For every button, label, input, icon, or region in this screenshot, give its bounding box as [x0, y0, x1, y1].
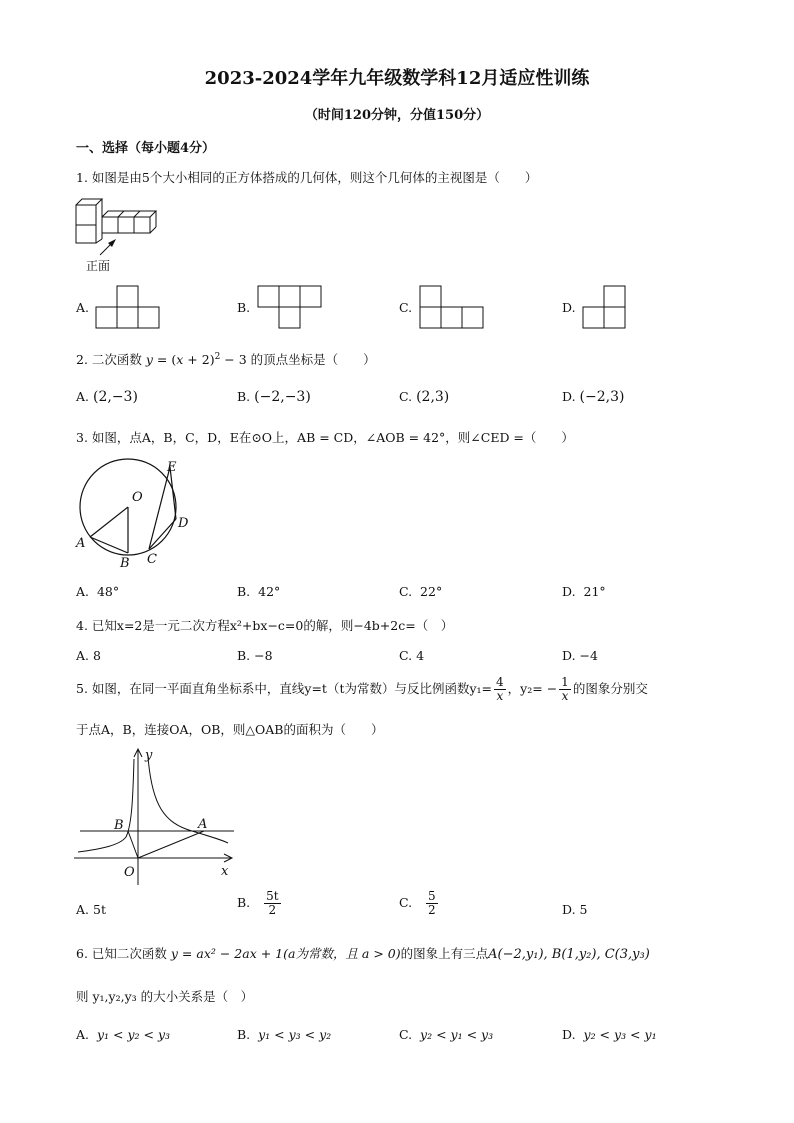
q5-label-b: B [114, 818, 124, 833]
q5-stem-line1 [76, 676, 648, 703]
q3-label-c: C [147, 552, 157, 567]
q1-option-d-figure[interactable] [582, 284, 630, 330]
q1-option-c-label[interactable]: C. [399, 300, 413, 315]
q4-option-c[interactable]: C. 4 [399, 648, 425, 663]
q5-graph-figure [72, 745, 237, 885]
q5-option-d[interactable]: D. 5 [562, 902, 588, 917]
q1-option-c-figure[interactable] [419, 284, 487, 330]
q6-option-d[interactable]: D. y₂ < y₃ < y₁ [562, 1027, 657, 1042]
q3-label-d: D [178, 516, 189, 531]
q2-option-c[interactable]: C. (2,3) [399, 389, 450, 405]
q3-circle-figure [72, 455, 202, 573]
q6-points: A(−2,y₁), B(1,y₂), C(3,y₃) [488, 947, 650, 962]
q1-front-label: 正面 [86, 259, 111, 273]
q6-stem-mid: 的图象上有三点 [400, 946, 489, 961]
q1-option-d-label[interactable]: D. [562, 300, 576, 315]
q6-function: y = ax² − 2ax + 1(a为常数，且 a > 0) [170, 946, 401, 961]
q2-stem-suffix: 的顶点坐标是（ ） [250, 352, 376, 367]
q3-label-e: E [167, 460, 177, 475]
q2-stem-prefix: 2. 二次函数 [76, 352, 142, 367]
q2-stem [76, 350, 376, 368]
q5-label-y: y [145, 748, 153, 763]
q2-function: $y = (x + 2)^2 - 3$ [145, 352, 247, 367]
q6-stem-line1 [76, 944, 650, 962]
q6-option-b[interactable]: B. y₁ < y₃ < y₂ [237, 1027, 332, 1042]
q5-label-o: O [124, 865, 135, 880]
q6-stem-prefix: 6. 已知二次函数 [76, 946, 167, 961]
q3-option-b[interactable]: B. 42° [237, 584, 281, 599]
q5-fraction-4-over-x: $\frac{4}{x}$ [496, 675, 504, 703]
section-heading: 一、选择（每小题4分） [76, 141, 216, 156]
q4-stem: 4. 已知x=2是一元二次方程x²+bx−c=0的解，则−4b+2c=（ ） [76, 618, 454, 633]
q4-option-d[interactable]: D. −4 [562, 648, 598, 663]
q5-label-a: A [198, 817, 208, 832]
q6-option-a[interactable]: A. y₁ < y₂ < y₃ [76, 1027, 171, 1042]
q3-option-a[interactable]: A. 48° [76, 584, 120, 599]
q5-option-c[interactable]: C. $\frac{5}{2}$ [399, 889, 436, 917]
q5-stem-part3: 的图象分别交 [572, 681, 648, 696]
q1-option-a-label[interactable]: A. [76, 300, 90, 315]
page-subtitle: （时间120分钟，分值150分） [304, 108, 490, 123]
q2-option-b[interactable]: B. (−2,−3) [237, 389, 311, 405]
q3-option-c[interactable]: C. 22° [399, 584, 443, 599]
q1-option-a-figure[interactable] [95, 284, 163, 330]
q3-option-d[interactable]: D. 21° [562, 584, 606, 599]
q5-stem-part1: 5. 如图，在同一平面直角坐标系中，直线y=t（t为常数）与反比例函数y₁= [76, 681, 493, 696]
q6-stem-line2: 则 y₁,y₂,y₃ 的大小关系是（ ） [76, 989, 254, 1004]
q6-option-c[interactable]: C. y₂ < y₁ < y₃ [399, 1027, 494, 1042]
q4-option-b[interactable]: B. −8 [237, 648, 273, 663]
q5-fraction-1-over-x: $\frac{1}{x}$ [561, 675, 569, 703]
q5-option-a[interactable]: A. 5t [76, 902, 106, 917]
q5-stem-line2: 于点A，B，连接OA，OB，则△OAB的面积为（ ） [76, 722, 384, 737]
q4-option-a[interactable]: A. 8 [76, 648, 101, 663]
q3-label-b: B [120, 556, 130, 571]
q2-option-d[interactable]: D. (−2,3) [562, 389, 625, 405]
q1-stem: 1. 如图是由5个大小相同的正方体搭成的几何体，则这个几何体的主视图是（ ） [76, 170, 538, 185]
q5-label-x: x [221, 864, 229, 879]
q3-stem: 3. 如图，点A，B，C，D，E在⊙O上，AB = CD，∠AOB = 42°，则∠CED =（ ） [76, 430, 574, 445]
page-title: 2023-2024学年九年级数学科12月适应性训练 [204, 68, 590, 89]
q5-stem-part2: ，y₂= − [507, 681, 558, 696]
q1-option-b-figure[interactable] [257, 284, 325, 330]
q3-label-a: A [76, 536, 86, 551]
q1-option-b-label[interactable]: B. [237, 300, 251, 315]
q5-option-b[interactable]: B. $\frac{5t}{2}$ [237, 889, 279, 917]
q2-option-a[interactable]: A. (2,−3) [76, 389, 138, 405]
q3-label-o: O [132, 490, 143, 505]
